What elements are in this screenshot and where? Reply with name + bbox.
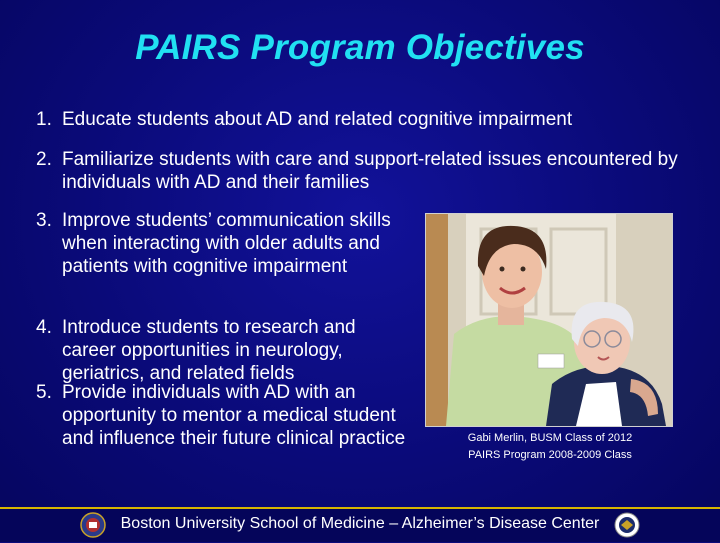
photo-caption-line-1: Gabi Merlin, BUSM Class of 2012: [467, 432, 633, 444]
photo-caption-line-2: PAIRS Program 2008-2009 Class: [468, 449, 632, 461]
student-mentor-photo: [425, 213, 673, 427]
slide-title: PAIRS Program Objectives: [135, 28, 585, 67]
objective-number: 4.: [36, 317, 52, 338]
objective-number: 5.: [36, 382, 52, 403]
va-seal-icon: [614, 512, 640, 538]
objective-text: Provide individuals with AD with an opportunity to mentor a medical student and influence their future clinical practice: [62, 382, 406, 449]
photo-caption: [430, 430, 670, 464]
objective-text: Educate students about AD and related cognitive impairment: [62, 109, 573, 130]
objective-number: 1.: [36, 109, 52, 130]
photo-illustration: [426, 214, 672, 426]
objective-text: Familiarize students with care and support-related issues encountered by individuals with AD and their families: [62, 149, 678, 193]
objective-number: 2.: [36, 149, 52, 170]
objective-text: Improve students’ communication skills when interacting with older adults and patients with cognitive impairment: [62, 210, 391, 277]
objective-text: Introduce students to research and career opportunities in neurology, geriatrics, and related fields: [62, 317, 356, 384]
footer-text: Boston University School of Medicine – Alzheimer’s Disease Center: [120, 515, 600, 532]
objective-number: 3.: [36, 210, 52, 231]
